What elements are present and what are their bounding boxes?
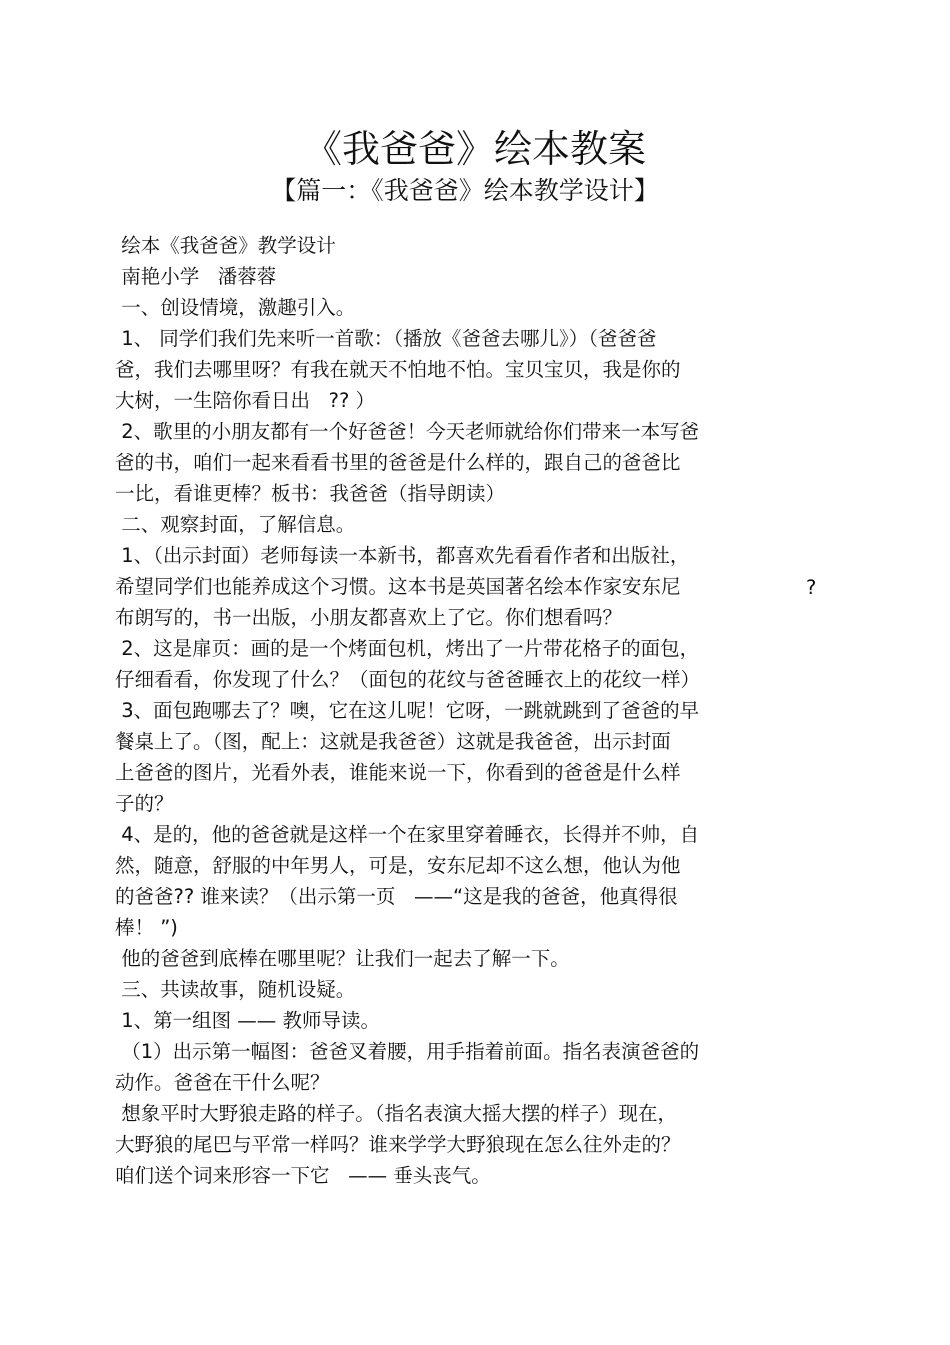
body-line: 餐桌上了。（图，配上：这就是我爸爸）这就是我爸爸，出示封面 [115,730,671,753]
body-line: 2、这是扉页：画的是一个烤面包机，烤出了一片带花格子的面包， [115,637,700,660]
body-line: 然，随意，舒服的中年男人，可是，安东尼却不这么想，他认为他 [115,854,681,877]
document-subtitle: 【篇一：《我爸爸》绘本教学设计】 [271,176,659,205]
body-line: 三、共读故事，随机设疑。 [115,978,356,1001]
body-line: 大树，一生陪你看日出 ?? ） [115,389,375,412]
body-line: 二、观察封面，了解信息。 [115,513,356,536]
body-line: 子的？ [115,792,174,815]
body-line: 上爸爸的图片，光看外表，谁能来说一下，你看到的爸爸是什么样 [115,761,681,784]
body-line: 1、（出示封面）老师每读一本新书，都喜欢先看看作者和出版社， [115,544,690,567]
body-line: 棒！ ”) [115,916,178,939]
body-line: 他的爸爸到底棒在哪里呢？让我们一起去了解一下。 [115,947,570,970]
body-line: 一比，看谁更棒？板书：我爸爸（指导朗读） [115,482,506,505]
body-line: 1、 同学们我们先来听一首歌：（播放《爸爸去哪儿》）（爸爸爸 [115,327,657,350]
stray-question-mark: ? [806,576,817,599]
body-line: 爸的书，咱们一起来看看书里的爸爸是什么样的，跟自己的爸爸比 [115,451,681,474]
body-line: 3、面包跑哪去了？噢，它在这儿呢！它呀，一跳就跳到了爸爸的早 [115,699,700,722]
body-line: 想象平时大野狼走路的样子。（指名表演大摇大摆的样子）现在， [115,1102,677,1125]
body-line: 南艳小学 潘蓉蓉 [115,265,277,288]
body-line: 仔细看看，你发现了什么？（面包的花纹与爸爸睡衣上的花纹一样） [115,668,701,691]
body-line: 1、第一组图 —— 教师导读。 [115,1009,381,1032]
document-title: 《我爸爸》绘本教案 [303,127,646,171]
body-line: 绘本《我爸爸》教学设计 [115,234,336,257]
body-line: 爸，我们去哪里呀？有我在就天不怕地不怕。宝贝宝贝，我是你的 [115,358,681,381]
body-line: 咱们送个词来形容一下它 —— 垂头丧气。 [115,1164,491,1187]
body-line: 希望同学们也能养成这个习惯。这本书是英国著名绘本作家安东尼 [115,575,681,598]
body-line: （1）出示第一幅图：爸爸叉着腰，用手指着前面。指名表演爸爸的 [115,1040,700,1063]
body-line: 动作。爸爸在干什么呢？ [115,1071,330,1094]
body-line: 大野狼的尾巴与平常一样吗？谁来学学大野狼现在怎么往外走的？ [115,1133,681,1156]
body-line: 一、创设情境，激趣引入。 [115,296,356,319]
document-body [115,230,785,1191]
body-line: 的爸爸?? 谁来读？（出示第一页 ——“这是我的爸爸，他真得很 [115,885,678,908]
body-line: 2、歌里的小朋友都有一个好爸爸！今天老师就给你们带来一本写爸 [115,420,700,443]
body-line: 布朗写的，书一出版，小朋友都喜欢上了它。你们想看吗？ [115,606,623,629]
body-line: 4、是的，他的爸爸就是这样一个在家里穿着睡衣，长得并不帅，自 [115,823,700,846]
